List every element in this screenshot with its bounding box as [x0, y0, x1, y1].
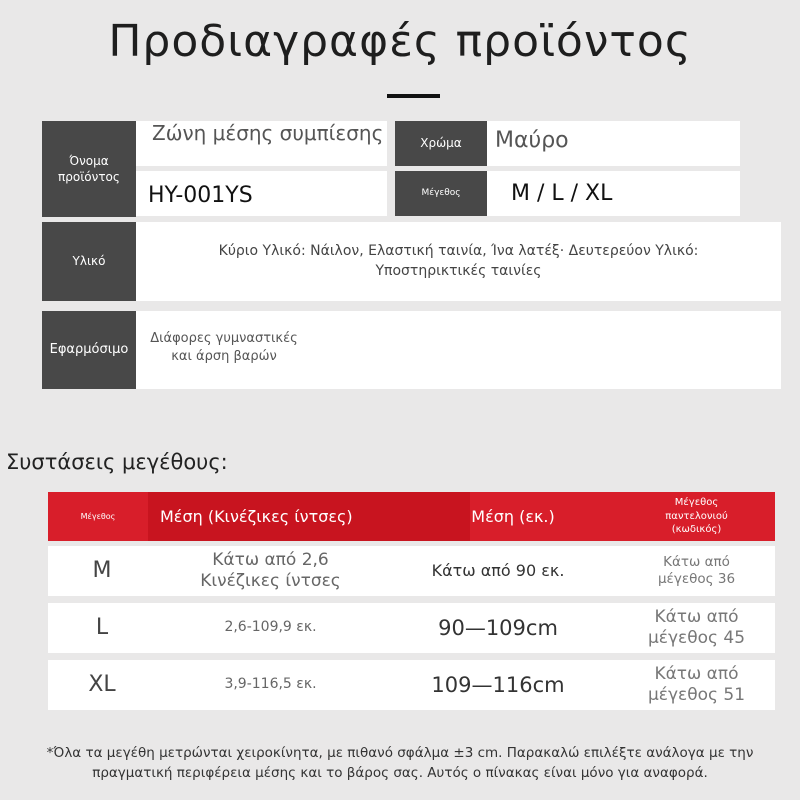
title-underline [387, 94, 440, 98]
header-size: Μέγεθος [80, 512, 116, 521]
application-value-text: Διάφορες γυμναστικές και άρση βαρών [150, 331, 298, 365]
row-size: L [95, 615, 109, 641]
measurement-note: *Όλα τα μεγέθη μετρώνται χειροκίνητα, με πιθανό σφάλμα ±3 cm. Παρακαλώ επιλέξτε ανάλογα με την πραγματική περιφέρεια μέσης και το βάρος σας. Αυτός ο πίνακας είναι μόνο για αναφορά. [46, 745, 754, 781]
page-title: Προδιαγραφές προϊόντος [108, 16, 692, 67]
header-waist-inches: Μέση (Κινέζικες ίντσες) [148, 492, 470, 541]
row-waist-cm: 90—109cm [438, 615, 558, 640]
application-label: Εφαρμόσιμο [42, 311, 136, 389]
size-section-heading: Συστάσεις μεγέθους: [6, 450, 228, 474]
row-waist-cm: Κάτω από 90 εκ. [431, 561, 565, 580]
size-value: M / L / XL [487, 171, 740, 216]
row-size: XL [88, 672, 116, 698]
row-waist-inches-text: Κάτω από 2,6 Κινέζικες ίντσες [200, 549, 341, 591]
color-value: Μαύρο [487, 121, 740, 166]
header-pants-size-text: Μέγεθος παντελονιού (κωδικός) [665, 497, 728, 536]
row-pants-size [618, 603, 775, 653]
size-table-header [48, 492, 775, 541]
product-name-label-text: Όνομα προϊόντος [58, 153, 120, 184]
row-waist-inches [148, 546, 393, 596]
table-row [48, 603, 775, 653]
row-waist-cm: 109—116cm [431, 672, 565, 697]
product-code-value: HY-001YS [136, 171, 387, 216]
material-label: Υλικό [42, 222, 136, 301]
row-waist-inches: 2,6-109,9 εκ. [224, 619, 317, 636]
row-pants-size [618, 660, 775, 710]
product-name-value: Ζώνη μέσης συμπίεσης [136, 121, 387, 166]
color-label: Χρώμα [395, 121, 487, 166]
material-value: Κύριο Υλικό: Νάιλον, Ελαστική ταινία, Ίνα λατέξ· Δευτερεύον Υλικό: Υποστηρικτικές ταινίες [136, 222, 781, 301]
row-pants-size-text: Κάτω από μέγεθος 36 [657, 554, 736, 587]
table-row [48, 546, 775, 596]
product-name-label [42, 121, 136, 217]
size-label: Μέγεθος [395, 171, 487, 216]
application-value [136, 311, 781, 389]
row-pants-size-text: Κάτω από μέγεθος 51 [647, 663, 746, 705]
header-waist-cm: Μέση (εκ.) [471, 507, 555, 526]
header-pants-size [618, 492, 775, 541]
row-pants-size [618, 546, 775, 596]
row-pants-size-text: Κάτω από μέγεθος 45 [647, 606, 746, 648]
row-waist-inches: 3,9-116,5 εκ. [224, 676, 317, 693]
row-size: M [92, 558, 112, 584]
table-row [48, 660, 775, 710]
